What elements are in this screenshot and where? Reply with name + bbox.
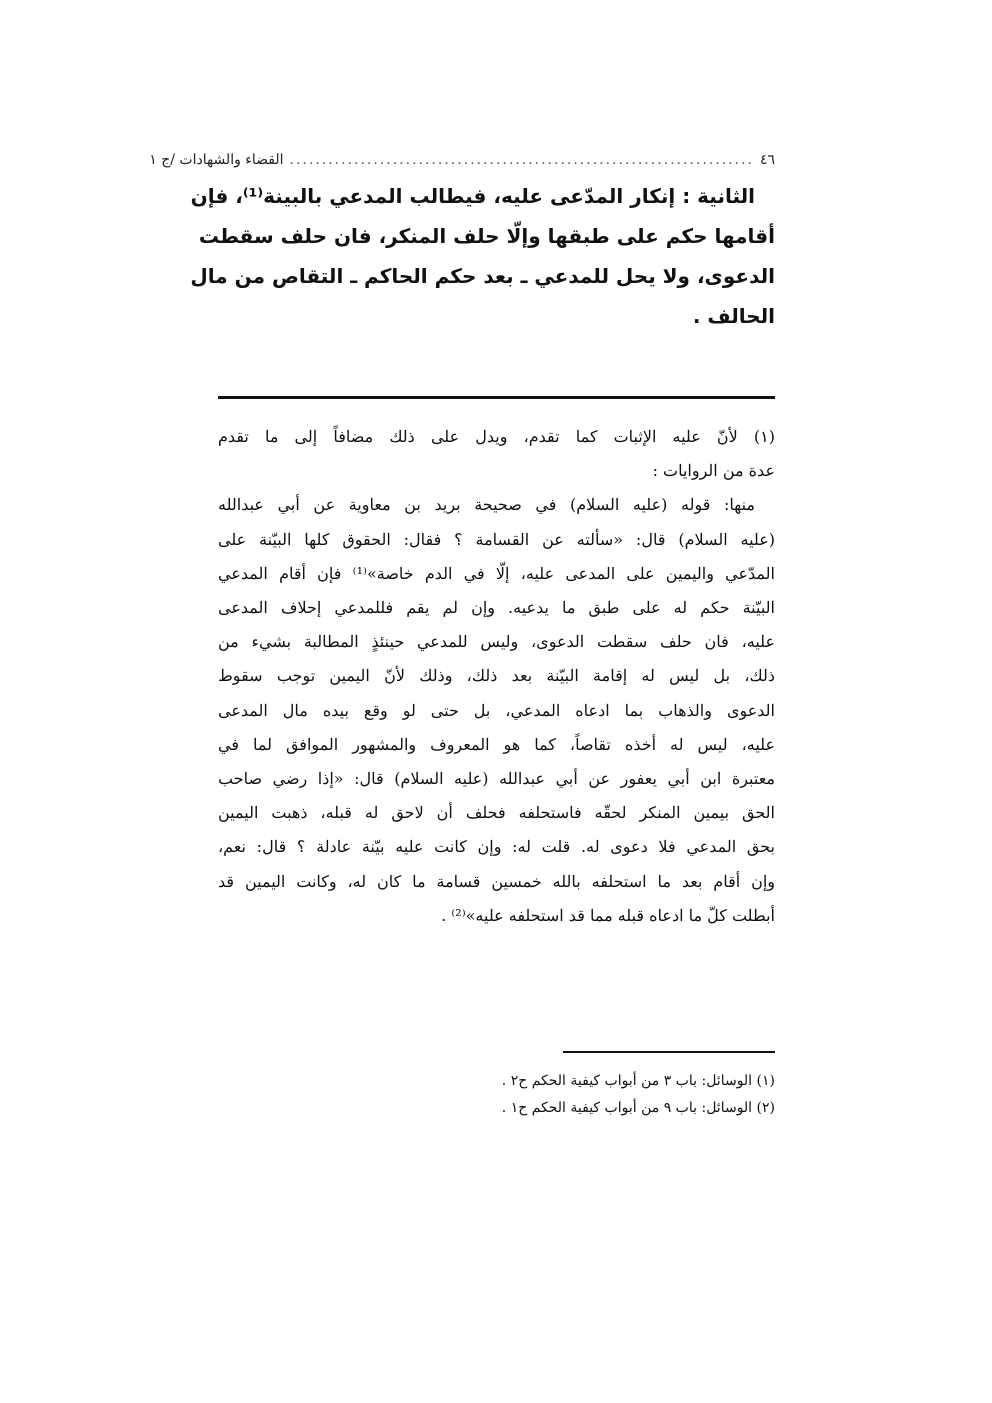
running-header <box>149 148 775 172</box>
commentary-line: الدعوى والذهاب بما ادعاه المدعي، بل حتى لو وقع بيده مال المدعى <box>218 700 775 720</box>
commentary-line: بحق المدعي فلا دعوى له. قلت له: وإن كانت عليه بيّنة عادلة ؟ قال: نعم، <box>218 837 775 857</box>
commentary-line: (١) لأنّ عليه الإثبات كما تقدم، ويدل على ذلك مضافاً إلى ما تقدم <box>218 427 775 446</box>
commentary-line: أبطلت كلّ ما ادعاه قبله مما قد استحلفه عليه»⁽²⁾ . <box>441 905 775 925</box>
section-divider <box>218 396 775 399</box>
commentary-line: ذلك، بل ليس له إقامة البيّنة بعد ذلك، وذلك لأنّ اليمين توجب سقوط <box>218 666 775 686</box>
commentary-line: معتبرة ابن أبي يعفور عن أبي عبدالله (عليه السلام) قال: «إذا رضي صاحب <box>218 769 775 788</box>
commentary-line: وإن أقام بعد ما استحلفه بالله خمسين قسامة ما كان له، وكانت اليمين قد <box>218 871 775 891</box>
main-text-line: الدعوى، ولا يحل للمدعي ـ بعد حكم الحاكم ـ التقاص من مال <box>190 264 775 288</box>
commentary-line: منها: قوله (عليه السلام) في صحيحة بريد بن معاوية عن أبي عبدالله <box>218 495 755 515</box>
commentary-line: عليه، فان حلف سقطت الدعوى، وليس للمدعي حينئذٍ المطالبة بشيء من <box>218 632 775 652</box>
commentary-line: الحق بيمين المنكر لحقّه فاستحلفه فحلف أن لاحق له قبله، ذهبت اليمين <box>218 803 775 823</box>
main-text-line: الثانية : إنكار المدّعى عليه، فيطالب المدعي بالبينة⁽¹⁾، فإن <box>190 184 755 208</box>
commentary-line: البيّنة حكم له على طبق ما يدعيه. وإن لم يقم فللمدعي إحلاف المدعى <box>218 598 775 617</box>
footnote-line: (١) الوسائل: باب ٣ من أبواب كيفية الحكم ح٢ . <box>501 1073 775 1089</box>
commentary-line: عدة من الروايات : <box>652 461 775 481</box>
main-text-line: أقامها حكم على طبقها وإلّا حلف المنكر، فان حلف سقطت <box>198 224 775 248</box>
main-text-line: الحالف . <box>692 304 775 328</box>
leader-dots: ........................................................................ <box>289 152 754 168</box>
running-title: القضاء والشهادات /ج ١ <box>149 152 284 168</box>
footnote-line: (٢) الوسائل: باب ٩ من أبواب كيفية الحكم ح١ . <box>501 1100 775 1116</box>
page-number: ٤٦ <box>759 152 775 168</box>
commentary-line: (عليه السلام) قال: «سألته عن القسامة ؟ فقال: الحقوق كلها البيّنة على <box>218 529 775 549</box>
footnote-divider <box>563 1051 775 1053</box>
commentary-line: المدّعي واليمين على المدعى عليه، إلّا في الدم خاصة»⁽¹⁾ فإن أقام المدعي <box>218 563 776 583</box>
commentary-line: عليه، ليس له أخذه تقاصاً، كما هو المعروف والمشهور الموافق لما في <box>218 734 775 754</box>
